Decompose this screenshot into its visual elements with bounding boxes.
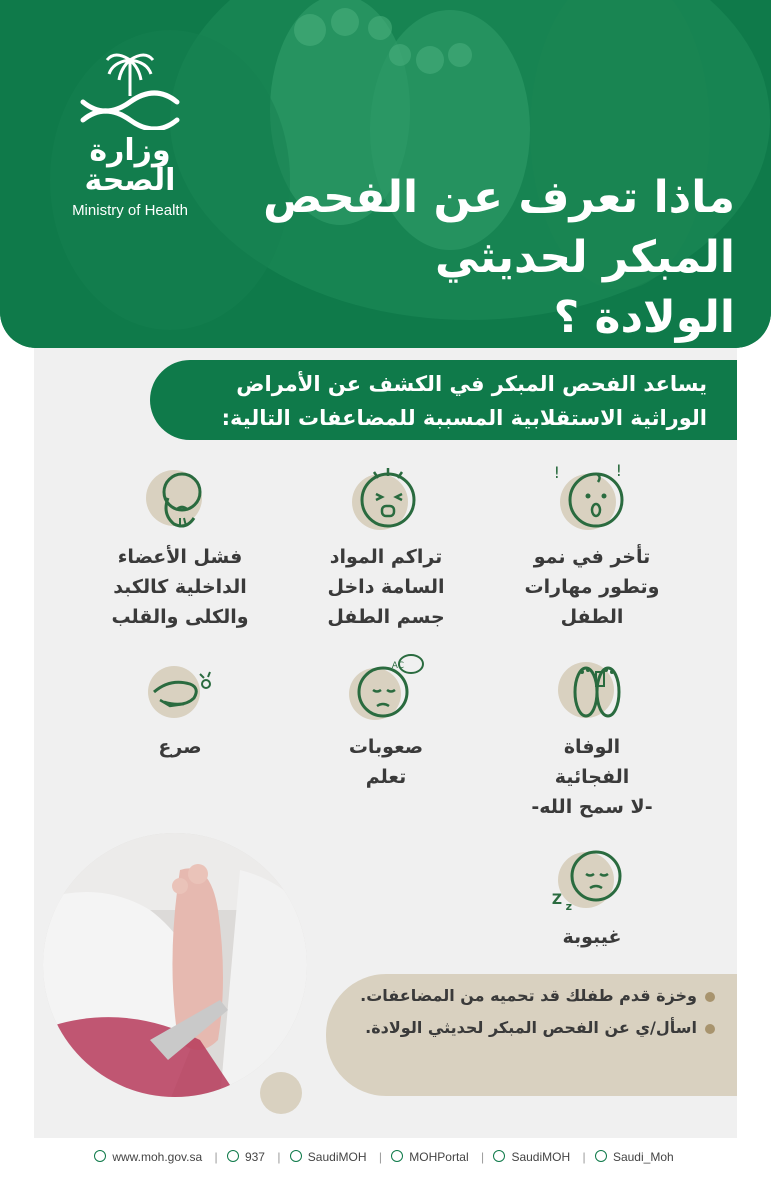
phone-link[interactable]: 937 [227,1150,268,1164]
sleeping-baby-icon [552,842,632,914]
complication-line: الوفاة [563,736,621,758]
seizure-baby-icon [140,652,220,724]
intro-line: الوراثية الاستقلابية المسببة للمضاعفات التالية: [221,406,707,430]
phone-icon [227,1150,239,1162]
youtube-link[interactable]: MOHPortal [391,1150,471,1164]
decorative-dot [260,1072,302,1114]
complication-line: وتطور مهارات [524,576,660,598]
complication-line: جسم الطفل [327,606,445,628]
crying-baby-icon [346,462,426,534]
divider: | [480,1150,485,1164]
complication-line: السامة داخل [327,576,445,598]
tips-box [326,974,737,1096]
complication-line: والكلى والقلب [111,606,249,628]
svg-text:!: ! [615,462,622,480]
divider: | [277,1150,281,1164]
complication-coma [492,842,692,952]
baby-feet-tag-icon [552,652,632,724]
svg-text:z: z [565,900,572,913]
snapchat-icon [595,1150,607,1162]
divider: | [214,1150,218,1164]
twitter-icon [290,1150,302,1162]
divider: | [582,1150,586,1164]
complication-line: تأخر في نمو [533,546,651,568]
svg-text:!: ! [553,463,560,482]
snapchat-link[interactable]: Saudi_Moh [595,1150,677,1164]
complication-line: فشل الأعضاء [117,546,243,568]
youtube-icon [391,1150,403,1162]
complication-line: تعلم [365,766,407,788]
fetus-organs-icon [140,462,220,534]
complication-organ-failure [80,462,280,632]
complication-line: الفجائية [554,766,630,788]
title-line: ماذا تعرف عن الفحص [263,172,735,223]
complication-line: صعوبات [348,736,424,758]
tip-item: اسأل/ي عن الفحص المبكر لحديثي الولادة. [326,1014,737,1042]
palm-swords-emblem-icon [75,50,185,130]
learning-baby-icon [341,652,431,724]
title-line: المبكر لحديثي [435,232,735,283]
startled-baby-icon [552,462,632,534]
heel-prick-photo [40,830,340,1100]
complication-line: غيبوبة [562,926,622,948]
divider: | [378,1150,382,1164]
footer-contacts [0,1150,771,1180]
website-link[interactable]: www.moh.gov.sa [94,1150,205,1164]
globe-icon [94,1150,106,1162]
complication-line: -لا سمح الله- [531,796,653,818]
instagram-link[interactable]: SaudiMOH [493,1150,573,1164]
svg-text:AC: AC [391,661,404,671]
complication-line: الطفل [560,606,624,628]
complication-sudden-death [492,652,692,822]
complication-development-delay [492,462,692,632]
instagram-icon [493,1150,505,1162]
intro-banner [150,360,737,440]
complication-toxic-buildup [286,462,486,632]
svg-text:Z: Z [552,892,562,908]
header-banner [0,0,771,348]
ministry-name-english: Ministry of Health [72,202,188,219]
complication-line: تراكم المواد [329,546,443,568]
ministry-name-arabic: وزارة الصحة [84,133,176,198]
twitter-link[interactable]: SaudiMOH [290,1150,370,1164]
intro-line: يساعد الفحص المبكر في الكشف عن الأمراض [236,372,707,396]
tip-item: وخزة قدم طفلك قد تحميه من المضاعفات. [326,982,737,1010]
moh-logo[interactable] [50,50,210,219]
complication-learning-difficulties [286,652,486,792]
title-line: الولادة ؟ [553,292,735,343]
page-title [215,168,735,348]
complication-epilepsy [80,652,280,762]
complication-line: صرع [158,736,202,758]
complication-line: الداخلية كالكبد [113,576,247,598]
